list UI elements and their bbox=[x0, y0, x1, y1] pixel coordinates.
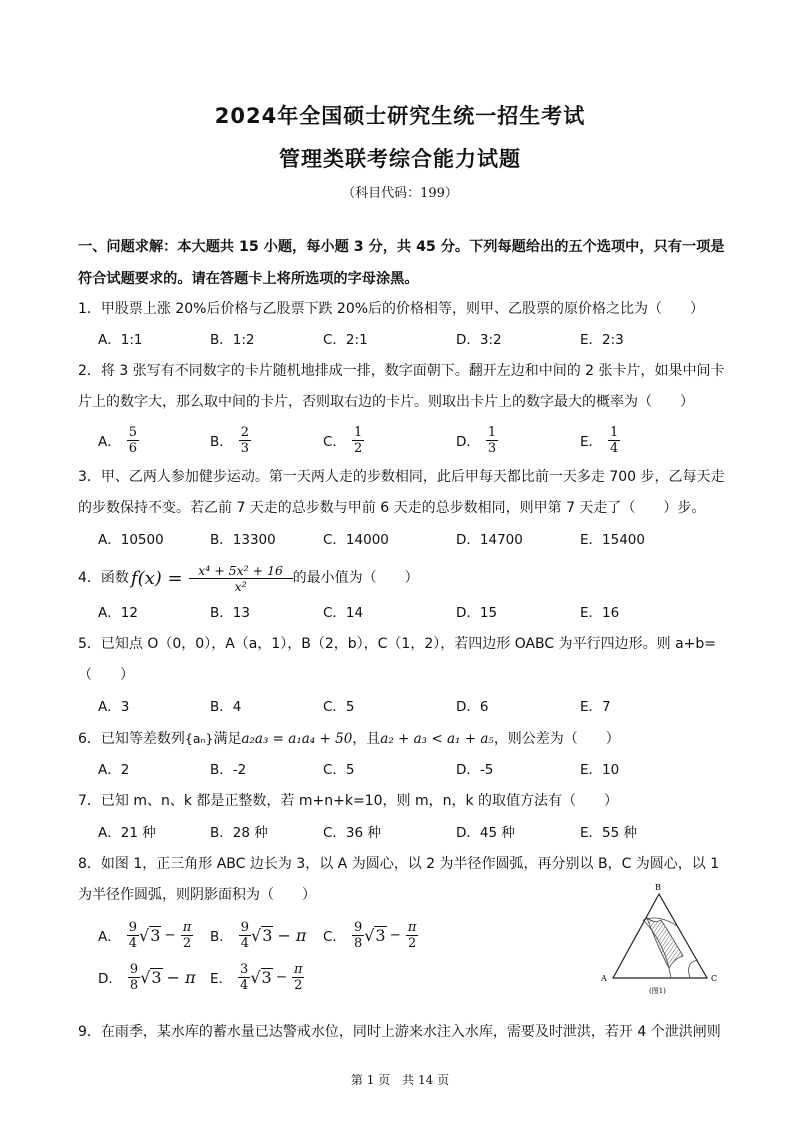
option-b: B．13300 bbox=[210, 532, 276, 548]
label-c: C bbox=[711, 974, 718, 983]
option-e: E．10 bbox=[580, 762, 620, 778]
question-5-text: 5．已知点 O（0，0），A（a，1），B（2，b），C（1，2），若四边形 OABC 为平行四边形。则 a+b=（ ） bbox=[78, 636, 717, 683]
option-e: E． $\frac{1}{4}$ bbox=[580, 424, 619, 456]
option-e: E． $\frac{3}{4}$ √ 3 − $\frac{\pi}{2}$ bbox=[210, 961, 303, 993]
option-c: C．2:1 bbox=[323, 332, 368, 348]
function-fraction: $\frac{\text{x⁴ + 5x² + 16}}{\text{x²}}$ bbox=[189, 563, 293, 594]
label-b: B bbox=[655, 883, 661, 892]
option-b: B． $\frac{9}{4}$ √ 3 − π bbox=[210, 919, 307, 951]
option-a: A．21 种 bbox=[98, 825, 156, 841]
section-instructions: 一、问题求解：本大题共 15 小题，每小题 3 分，共 45 分。下列每题给出的五个选项中，只有一项是符合试题要求的。请在答题卡上将所选项的字母涂黑。 bbox=[78, 239, 725, 287]
exam-subtitle: 管理类联考综合能力试题 bbox=[279, 147, 521, 171]
question-9-text: 9．在雨季，某水库的蓄水量已达警戒水位，同时上游来水注入水库，需要及时泄洪，若开 4 个泄洪闸则 bbox=[78, 1024, 721, 1040]
option-d: D． $\frac{1}{3}$ bbox=[456, 424, 497, 456]
option-e: E．2:3 bbox=[580, 332, 624, 348]
option-c: C． $\frac{9}{8}$ √ 3 − $\frac{\pi}{2}$ bbox=[323, 919, 417, 951]
option-a: A．3 bbox=[98, 699, 130, 715]
option-b: B．13 bbox=[210, 605, 250, 621]
option-a: A． $\frac{5}{6}$ bbox=[98, 424, 138, 456]
option-b: B．-2 bbox=[210, 762, 247, 778]
option-a: A．1:1 bbox=[98, 332, 143, 348]
option-e: E．55 种 bbox=[580, 825, 637, 841]
figure-caption: (图1) bbox=[649, 987, 666, 995]
option-d: D．15 bbox=[456, 605, 498, 621]
option-d: D．14700 bbox=[456, 532, 523, 548]
question-8-text: 8．如图 1，正三角形 ABC 边长为 3，以 A 为圆心，以 2 为半径作圆弧，再分别以 B，C 为圆心，以 1 为半径作圆弧，则阴影面积为（ ） bbox=[78, 856, 720, 903]
option-b: B．28 种 bbox=[210, 825, 268, 841]
option-c: C．36 种 bbox=[323, 825, 381, 841]
question-3-text: 3．甲、乙两人参加健步运动。第一天两人走的步数相同，此后甲每天都比前一天多走 700 步，乙每天走的步数保持不变。若乙前 7 天走的总步数与甲前 6 天走的总步数相同，则甲第 7 天走了（ ）步。 bbox=[78, 469, 725, 516]
label-a: A bbox=[601, 974, 607, 983]
question-4-text: 4．函数 f(x) = $\frac{\text{x⁴ + 5x² + 16}}{\text{x²}}$ 的最小值为（ ） bbox=[78, 562, 419, 594]
function-label: f(x) = bbox=[130, 567, 183, 589]
question-6-text: 6．已知等差数列{aₙ}满足a₂a₃ = a₁a₄ + 50，且a₂ + a₃ < a₁ + a₅，则公差为（ ） bbox=[78, 731, 620, 747]
option-c: C．14000 bbox=[323, 532, 389, 548]
page-footer: 第 1 页 共 14 页 bbox=[350, 1073, 450, 1087]
question-2-text: 2．将 3 张写有不同数字的卡片随机地排成一排，数字面朝下。翻开左边和中间的 2 张卡片，如果中间卡片上的数字大，那么取中间的卡片，否则取右边的卡片。则取出卡片上的数字最大的概率为（ ） bbox=[78, 363, 725, 410]
option-b: B．1:2 bbox=[210, 332, 255, 348]
option-a: A． $\frac{9}{4}$ √ 3 − $\frac{\pi}{2}$ bbox=[98, 919, 192, 951]
option-d: D． $\frac{9}{8}$ √ 3 − π bbox=[98, 961, 196, 993]
option-c: C．14 bbox=[323, 605, 364, 621]
triangle-figure bbox=[595, 880, 725, 998]
option-c: C．5 bbox=[323, 762, 355, 778]
option-d: D．45 种 bbox=[456, 825, 515, 841]
question-7-text: 7．已知 m、n、k 都是正整数，若 m+n+k=10，则 m，n，k 的取值方法有（ ） bbox=[78, 793, 619, 809]
option-b: B．4 bbox=[210, 699, 242, 715]
exam-title: 2024年全国硕士研究生统一招生考试 bbox=[214, 104, 586, 128]
option-e: E．16 bbox=[580, 605, 620, 621]
option-e: E．15400 bbox=[580, 532, 645, 548]
option-d: D．3:2 bbox=[456, 332, 502, 348]
option-d: D．6 bbox=[456, 699, 489, 715]
option-c: C．5 bbox=[323, 699, 355, 715]
option-d: D．-5 bbox=[456, 762, 494, 778]
subject-code: （科目代码：199） bbox=[342, 186, 458, 201]
option-a: A．2 bbox=[98, 762, 130, 778]
option-a: A．12 bbox=[98, 605, 138, 621]
option-a: A．10500 bbox=[98, 532, 164, 548]
option-b: B． $\frac{2}{3}$ bbox=[210, 424, 250, 456]
option-c: C． $\frac{1}{2}$ bbox=[323, 424, 363, 456]
option-e: E．7 bbox=[580, 699, 611, 715]
arc-c bbox=[689, 960, 698, 978]
question-1-text: 1．甲股票上涨 20%后价格与乙股票下跌 20%后的价格相等，则甲、乙股票的原价格之比为（ ） bbox=[78, 301, 705, 317]
